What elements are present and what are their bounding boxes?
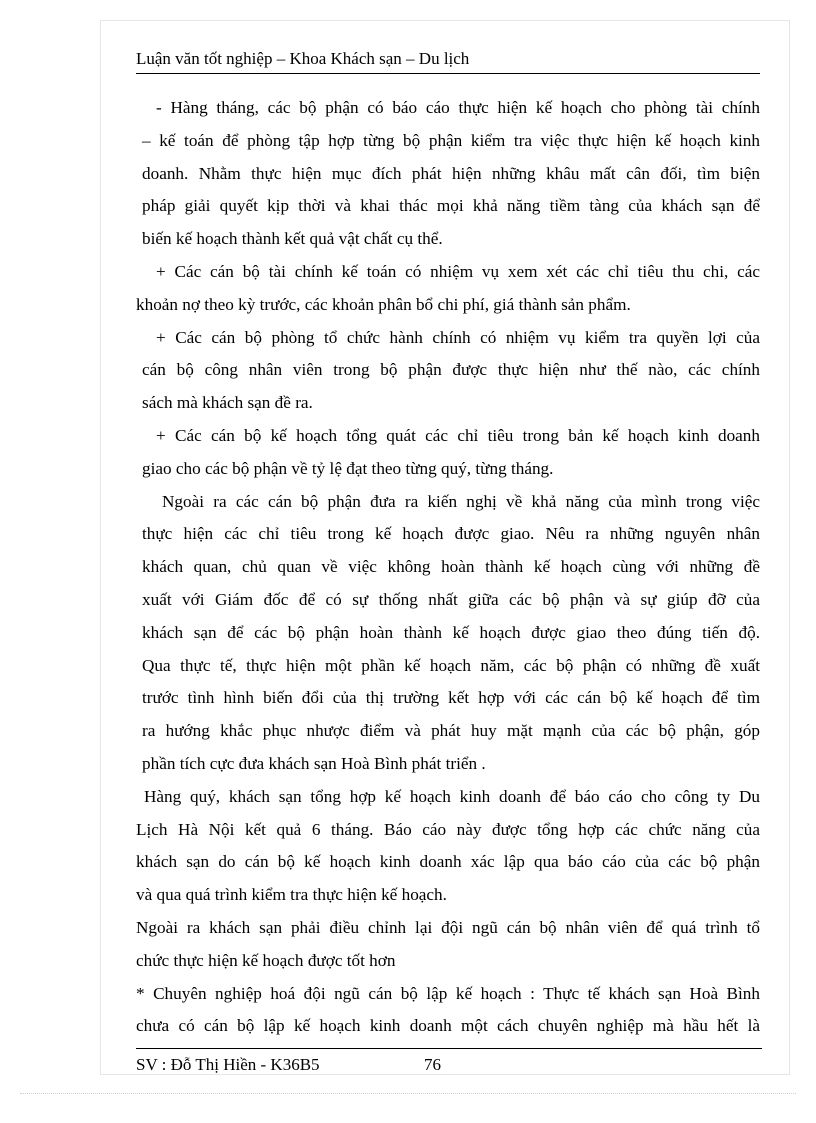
text-line: Lịch Hà Nội kết quả 6 tháng. Báo cáo này được tổng hợp các chức năng của bbox=[136, 819, 760, 839]
text-line: thực hiện các chỉ tiêu trong kế hoạch được giao. Nêu ra những nguyên nhân bbox=[142, 524, 760, 544]
text-line: Ngoài ra khách sạn phải điều chỉnh lại đội ngũ cán bộ nhân viên để quá trình tổ bbox=[136, 917, 760, 937]
text-line: Hàng quý, khách sạn tổng hợp kế hoạch kinh doanh để báo cáo cho công ty Du bbox=[144, 786, 760, 806]
header-rule bbox=[136, 73, 760, 74]
text-line: chức thực hiện kế hoạch được tốt hơn bbox=[136, 950, 396, 970]
text-line: chưa có cán bộ lập kế hoạch kinh doanh một cách chuyên nghiệp mà hầu hết là bbox=[136, 1016, 760, 1036]
page-number: 76 bbox=[424, 1055, 441, 1074]
text-line: + Các cán bộ kế hoạch tổng quát các chỉ tiêu trong bản kế hoạch kinh doanh bbox=[156, 425, 760, 445]
page-bottom-dotted-line bbox=[20, 1093, 796, 1094]
text-line: khoản nợ theo kỳ trước, các khoản phân bổ chi phí, giá thành sản phẩm. bbox=[136, 294, 631, 314]
text-line: khách sạn để các bộ phận hoàn thành kế hoạch được giao theo đúng tiến độ. bbox=[142, 622, 760, 642]
body-text bbox=[136, 92, 760, 1043]
footer-rule bbox=[136, 1048, 762, 1049]
text-line: khách quan, chủ quan về việc không hoàn thành kế hoạch cùng với những đề bbox=[142, 557, 760, 577]
text-line: doanh. Nhằm thực hiện mục đích phát hiện những khâu mất cân đối, tìm biện bbox=[142, 163, 760, 183]
text-line: khách sạn do cán bộ kế hoạch kinh doanh xác lập qua báo cáo của các bộ phận bbox=[136, 852, 760, 872]
text-line: phần tích cực đưa khách sạn Hoà Bình phát triển . bbox=[142, 753, 486, 773]
text-line: và qua quá trình kiểm tra thực hiện kế hoạch. bbox=[136, 885, 447, 905]
page-header-title: Luận văn tốt nghiệp – Khoa Khách sạn – Du lịch bbox=[136, 49, 470, 68]
text-line: – kế toán để phòng tập hợp từng bộ phận kiểm tra việc thực hiện kế hoạch kinh bbox=[142, 130, 760, 150]
text-line: pháp giải quyết kịp thời và khai thác mọi khả năng tiềm tàng của khách sạn để bbox=[142, 196, 760, 216]
text-line: Ngoài ra các cán bộ phận đưa ra kiến nghị về khả năng của mình trong việc bbox=[162, 491, 760, 511]
text-line: - Hàng tháng, các bộ phận có báo cáo thực hiện kế hoạch cho phòng tài chính bbox=[156, 98, 760, 117]
footer-student-info: SV : Đỗ Thị Hiền - K36B5 bbox=[136, 1055, 320, 1074]
text-line: sách mà khách sạn đề ra. bbox=[142, 393, 313, 413]
text-line: ra hướng khắc phục nhược điểm và phát huy mặt mạnh của các bộ phận, góp bbox=[142, 721, 760, 741]
text-line: xuất với Giám đốc để có sự thống nhất giữa các bộ phận và sự giúp đỡ của bbox=[142, 589, 760, 609]
text-line: biến kế hoạch thành kết quả vật chất cụ thể. bbox=[142, 229, 443, 249]
text-line: Qua thực tế, thực hiện một phần kế hoạch năm, các bộ phận có những đề xuất bbox=[142, 655, 760, 675]
text-line: + Các cán bộ tài chính kế toán có nhiệm vụ xem xét các chỉ tiêu thu chi, các bbox=[156, 261, 760, 281]
text-line: + Các cán bộ phòng tổ chức hành chính có nhiệm vụ kiểm tra quyền lợi của bbox=[156, 327, 760, 347]
text-line: cán bộ công nhân viên trong bộ phận được thực hiện như thế nào, các chính bbox=[142, 360, 760, 380]
text-line: * Chuyên nghiệp hoá đội ngũ cán bộ lập kế hoạch : Thực tế khách sạn Hoà Bình bbox=[136, 983, 760, 1003]
text-line: trước tình hình biến đổi của thị trường kết hợp với các cán bộ kế hoạch để tìm bbox=[142, 688, 760, 708]
text-line: giao cho các bộ phận về tỷ lệ đạt theo từng quý, từng tháng. bbox=[142, 458, 554, 478]
